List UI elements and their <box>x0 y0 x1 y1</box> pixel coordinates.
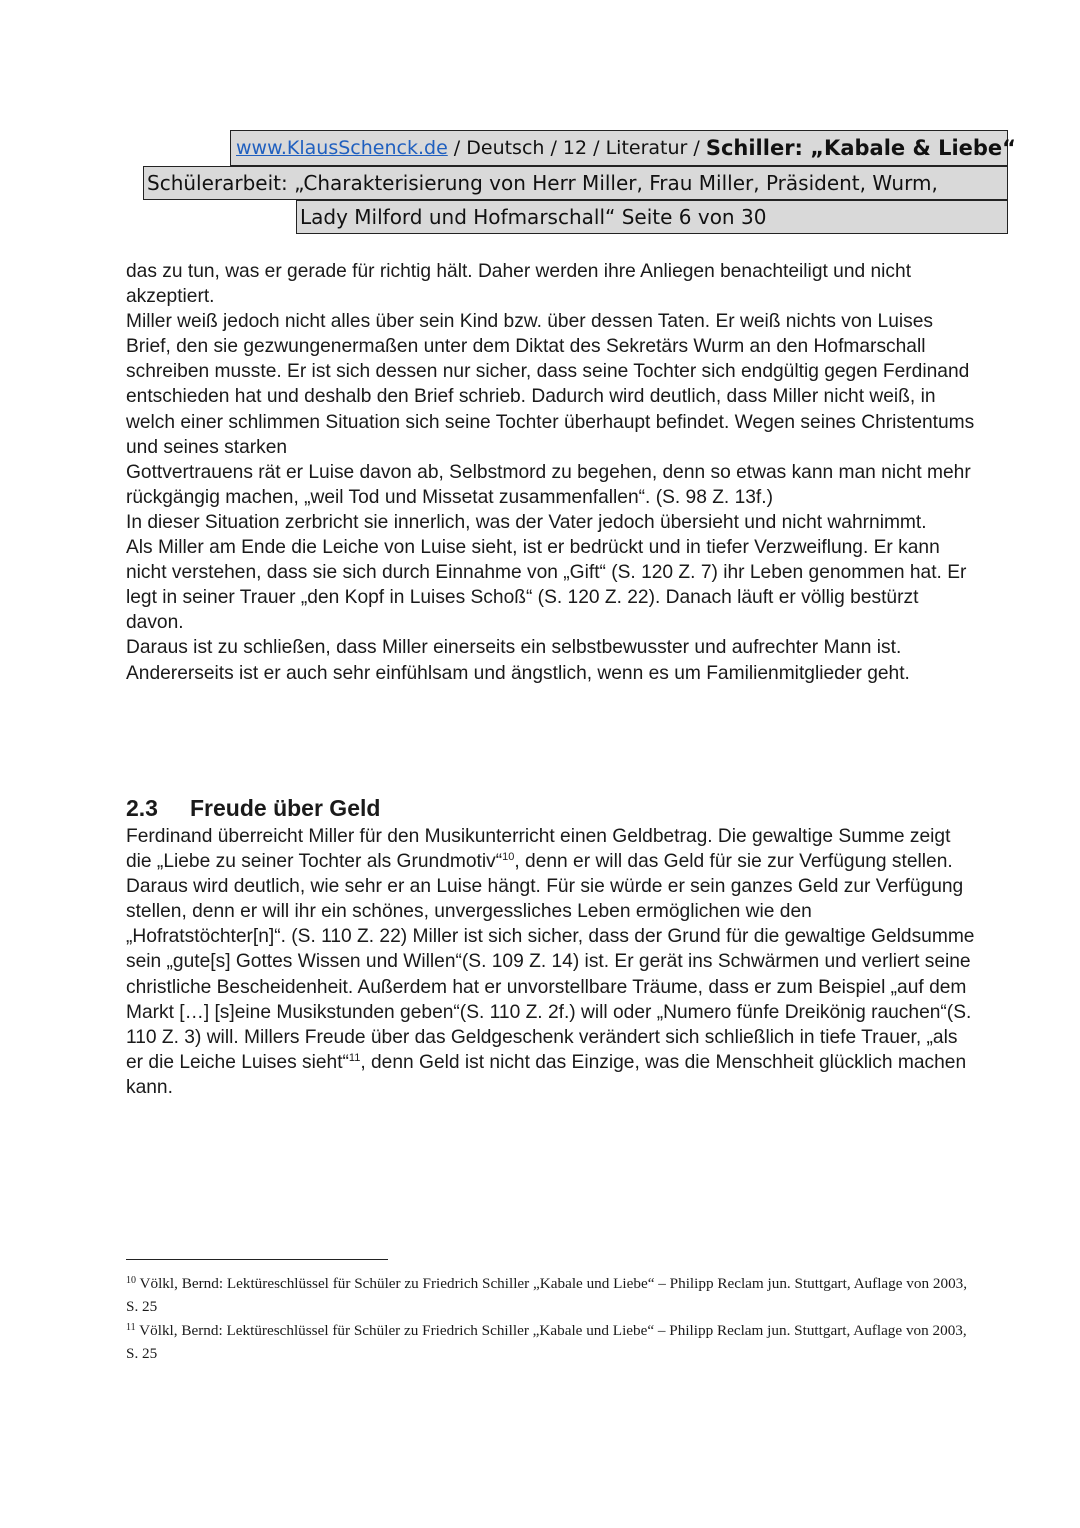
section-number: 2.3 <box>126 795 158 821</box>
footnote-ref[interactable]: 11 <box>348 1051 361 1064</box>
header-subtitle-line1: Schülerarbeit: „Charakterisierung von Herr Miller, Frau Miller, Präsident, Wurm, <box>147 171 938 195</box>
header-subtitle-line2: Lady Milford und Hofmarschall“ Seite 6 von 30 <box>300 205 767 229</box>
footnote <box>126 1272 976 1319</box>
footnote-ref[interactable]: 10 <box>502 851 515 864</box>
section-title: Freude über Geld <box>190 795 381 821</box>
text-run: , denn Geld ist nicht das Einzige, was die Menschheit glücklich machen kann. <box>126 1051 967 1098</box>
footnote-text: Völkl, Bernd: Lektüreschlüssel für Schüler zu Friedrich Schiller „Kabale und Liebe“ – Philipp Reclam jun. Stuttgart, Auflage von 2003, S. 25 <box>126 1321 967 1362</box>
header-path: / Deutsch / 12 / Literatur / <box>447 137 706 159</box>
header-subtitle-box <box>143 166 1008 200</box>
paragraph: In dieser Situation zerbricht sie innerlich, was der Vater jedoch übersieht und nicht wahrnimmt. <box>126 511 927 533</box>
text-run: Ferdinand überreicht Miller für den Musikunterricht einen Geldbetrag. Die gewaltige Summe zeigt die „Liebe zu seiner Tochter als Grundmotiv“ <box>126 826 951 873</box>
text-run: , denn er will das Geld für sie zur Verfügung stellen. Daraus wird deutlich, wie sehr er an Luise hängt. Für sie würde er sein ganzes Geld zur Verfügung stellen, denn er will ihr ein schönes, unvergessliches Leben ermöglichen wie den „Hofratstöchter[n]“. (S. 110 Z. 22) Miller ist sich sicher, dass der Grund für die gewaltige Geldsumme sein „gute[s] Gottes Wissen und Willen“(S. 109 Z. 14) ist. Er gerät ins Schwärmen und verliert seine christliche Bescheidenheit. Außerdem hat er unvorstellbare Träume, dass er zum Beispiel „auf dem Markt […] [s]eine Musikstunden geben“(S. 110 Z. 2f.) will oder „Numero fünfe Dreikönig rauchen“(S. 110 Z. 3) will. Millers Freude über das Geldgeschenk verändert sich schließlich in tiefe Trauer, „als er die Leiche Luises sieht“ <box>126 851 975 1073</box>
section-heading <box>126 795 380 822</box>
paragraph: Daraus ist zu schließen, dass Miller einerseits ein selbstbewusster und aufrechter Mann ist. Andererseits ist er auch sehr einfühlsam und ängstlich, wenn es um Familienmitglieder geht. <box>126 637 910 684</box>
paragraph: Miller weiß jedoch nicht alles über sein Kind bzw. über dessen Taten. Er weiß nichts von Luises Brief, den sie gezwungenermaßen unter dem Diktat des Sekretärs Wurm an den Hofmarschall schreiben musste. Er ist sich dessen nur sicher, dass seine Tochter sich endgültig gegen Ferdinand entschieden hat und deshalb den Brief schrieb. Dadurch wird deutlich, dass Miller nicht weiß, in welch einer schlimmen Situation sich seine Tochter überhaupt befindet. Wegen seines Christentums und seines starken <box>126 311 975 458</box>
body-text-block <box>126 259 976 686</box>
footnote-number: 11 <box>126 1321 136 1333</box>
footnote <box>126 1319 976 1366</box>
header-work-title: Schiller: „Kabale & Liebe“ <box>705 136 1016 160</box>
header-title-box <box>230 130 1016 166</box>
header-page-box <box>296 200 1008 234</box>
site-link[interactable]: www.KlausSchenck.de <box>236 137 448 159</box>
paragraph: Als Miller am Ende die Leiche von Luise sieht, ist er bedrückt und in tiefer Verzweiflung. Er kann nicht verstehen, dass sie sich durch Einnahme von „Gift“ (S. 120 Z. 7) ihr Leben genommen hat. Er legt in seiner Trauer „den Kopf in Luises Schoß“ (S. 120 Z. 22). Danach läuft er völlig bestürzt davon. <box>126 537 967 634</box>
footnote-divider <box>126 1259 388 1260</box>
paragraph <box>126 824 976 1100</box>
paragraph: Gottvertrauens rät er Luise davon ab, Selbstmord zu begehen, denn so etwas kann man nicht mehr rückgängig machen, „weil Tod und Missetat zusammenfallen“. (S. 98 Z. 13f.) <box>126 461 971 508</box>
footnotes <box>126 1272 976 1365</box>
footnote-text: Völkl, Bernd: Lektüreschlüssel für Schüler zu Friedrich Schiller „Kabale und Liebe“ – Philipp Reclam jun. Stuttgart, Auflage von 2003, S. 25 <box>126 1275 968 1316</box>
footnote-number: 10 <box>126 1275 136 1286</box>
section-body <box>126 824 976 1100</box>
paragraph: das zu tun, was er gerade für richtig hält. Daher werden ihre Anliegen benachteiligt und nicht akzeptiert. <box>126 261 912 308</box>
